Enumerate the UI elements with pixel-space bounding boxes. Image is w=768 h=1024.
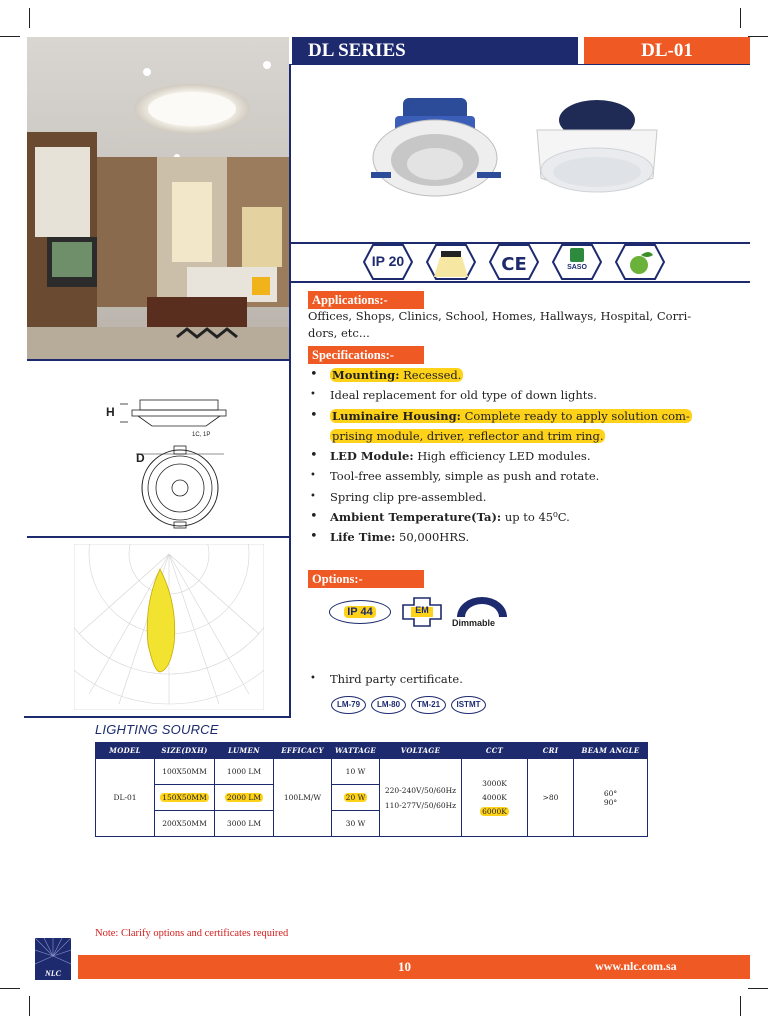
lumen-cell: 1000 LM — [215, 759, 274, 785]
lighting-source-table — [95, 742, 648, 837]
applications-heading: Applications:- — [308, 291, 424, 309]
col-header: CCT — [462, 743, 528, 759]
crop-mark — [748, 36, 768, 37]
em-label: EM — [415, 605, 429, 615]
model-code: DL-01 — [584, 37, 750, 64]
applications-line-2: dors, etc... — [308, 326, 370, 340]
col-header: SIZE(DXH) — [155, 743, 215, 759]
wattage-cell — [332, 785, 380, 811]
model-cell: DL-01 — [96, 759, 155, 837]
drawing-note: 1C, 1P — [192, 432, 211, 438]
lumen-value: 2000 LM — [226, 793, 262, 802]
crop-mark — [740, 996, 741, 1016]
ip20-label: IP 20 — [371, 253, 405, 269]
spec-ambient-key: Ambient Temperature(Ta): — [330, 510, 502, 525]
size-cell: 100X50MM — [155, 759, 215, 785]
dimmable-icon — [455, 595, 509, 619]
ip20-icon — [363, 243, 413, 281]
applications-line-1: Offices, Shops, Clinics, School, Homes, Hallways, Hospital, Corri- — [308, 309, 692, 323]
lumen-cell — [215, 785, 274, 811]
voltage-cell — [380, 759, 462, 837]
cert-istmt: ISTMT — [451, 696, 486, 714]
crop-mark — [29, 8, 30, 28]
spec-led — [310, 446, 710, 466]
spec-life — [310, 527, 710, 547]
col-header: VOLTAGE — [380, 743, 462, 759]
spec-mounting-value: Recessed. — [399, 368, 462, 382]
spec-mounting-key: Mounting: — [332, 368, 400, 382]
divider-line — [289, 64, 291, 718]
spec-ideal: • Ideal replacement for old type of down lights. — [310, 385, 710, 405]
saso-label: SASO — [567, 264, 587, 271]
cct-cell — [462, 759, 528, 837]
spec-housing — [310, 406, 710, 447]
specifications-heading: Specifications:- — [308, 346, 424, 364]
dimension-drawing — [100, 378, 230, 530]
crop-mark — [0, 988, 20, 989]
spec-life-value: 50,000HRS. — [395, 530, 470, 545]
spec-tool-free: • Tool-free assembly, simple as push and rotate. — [310, 466, 710, 486]
photometric-diagram — [74, 544, 264, 710]
dimmable-label: Dimmable — [452, 618, 496, 628]
beam-angle-cell — [574, 759, 648, 837]
divider-line — [290, 64, 750, 65]
cert-tm21: TM-21 — [411, 696, 446, 714]
beam-value: 60° — [603, 788, 618, 798]
cct-value: 4000K — [482, 793, 507, 802]
spec-led-value: High efficiency LED modules. — [413, 449, 591, 464]
voltage-value: 110-277V/50/60Hz — [384, 800, 457, 810]
wattage-cell: 30 W — [332, 811, 380, 837]
col-header: WATTAGE — [332, 743, 380, 759]
voltage-value: 220-240V/50/60Hz — [384, 785, 457, 795]
options-heading: Options:- — [308, 570, 424, 588]
spec-spring: • Spring clip pre-assembled. — [310, 487, 710, 507]
spec-ambient — [310, 507, 710, 527]
diameter-label: D — [136, 451, 145, 465]
divider-line — [24, 716, 290, 718]
ip44-badge — [329, 600, 391, 624]
website-link[interactable]: www.nlc.com.sa — [595, 959, 677, 973]
col-header: EFFICACY — [274, 743, 332, 759]
page-number: 10 — [398, 959, 411, 974]
series-title: DL SERIES — [292, 37, 578, 64]
applications-text — [308, 308, 738, 342]
spec-housing-value-2: prising module, driver, reflector and trim ring. — [332, 428, 604, 443]
ce-mark-icon — [489, 243, 539, 281]
size-cell: 200X50MM — [155, 811, 215, 837]
wattage-value: 20 W — [345, 793, 366, 802]
spec-life-key: Life Time: — [330, 530, 396, 545]
col-header: MODEL — [96, 743, 155, 759]
svg-text:CE: CE — [501, 254, 527, 275]
divider-line — [290, 281, 750, 283]
cert-lm80: LM-80 — [371, 696, 406, 714]
nlc-logo — [35, 938, 71, 980]
cri-cell: >80 — [528, 759, 574, 837]
specifications-list — [310, 365, 710, 548]
table-row — [96, 759, 648, 785]
spec-mounting — [310, 365, 710, 385]
col-header: LUMEN — [215, 743, 274, 759]
logo-text: NLC — [45, 969, 61, 978]
certificate-text: • Third party certificate. — [310, 669, 710, 689]
spec-housing-value-1: Complete ready to apply solution com- — [460, 408, 690, 423]
table-header-row — [96, 743, 648, 759]
crop-mark — [0, 36, 20, 37]
interior-photo — [27, 37, 289, 359]
lighting-source-title: LIGHTING SOURCE — [95, 722, 219, 737]
spec-ambient-value: up to 45⁰C. — [501, 510, 570, 525]
product-image — [365, 90, 665, 220]
spec-housing-key: Luminaire Housing: — [332, 408, 461, 423]
divider-line — [27, 359, 289, 361]
size-value: 150X50MM — [162, 793, 207, 802]
divider-line — [27, 536, 289, 538]
saso-mark-icon — [552, 243, 602, 281]
col-header: CRI — [528, 743, 574, 759]
clarification-note: Note: Clarify options and certificates required — [95, 928, 289, 939]
col-header: BEAM ANGLE — [574, 743, 648, 759]
crop-mark — [740, 8, 741, 28]
crop-mark — [748, 988, 768, 989]
crop-mark — [29, 996, 30, 1016]
beam-value: 90° — [603, 797, 618, 807]
cct-value: 6000K — [482, 807, 507, 816]
spec-led-key: LED Module: — [330, 449, 414, 464]
cct-value: 3000K — [482, 779, 507, 788]
efficacy-cell: 100LM/W — [274, 759, 332, 837]
size-cell — [155, 785, 215, 811]
ip44-label: IP 44 — [344, 606, 376, 618]
eco-leaf-icon — [615, 243, 665, 281]
wattage-cell: 10 W — [332, 759, 380, 785]
led-lamp-icon — [426, 243, 476, 281]
height-label: H — [106, 405, 115, 419]
certificate-list — [310, 669, 710, 689]
lumen-cell: 3000 LM — [215, 811, 274, 837]
cert-lm79: LM-79 — [331, 696, 366, 714]
